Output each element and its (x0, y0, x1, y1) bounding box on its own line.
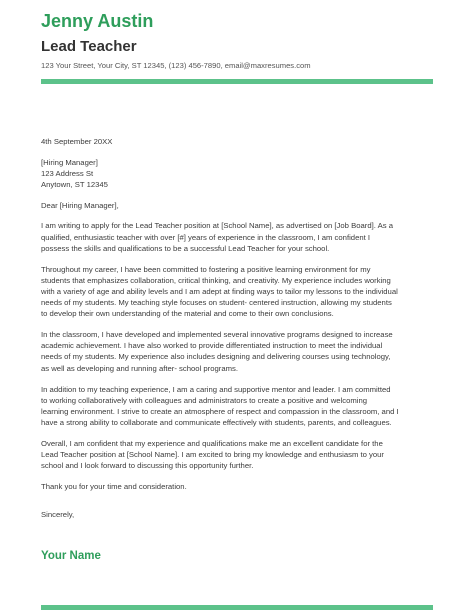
paragraph-line: In the classroom, I have developed and implemented several innovative programs designed to increase (41, 330, 393, 340)
footer-divider (41, 605, 433, 610)
paragraph (41, 329, 435, 373)
paragraph-line: In addition to my teaching experience, I am a caring and supportive mentor and leader. I am committed (41, 384, 391, 394)
applicant-name: Jenny Austin (41, 11, 154, 31)
paragraph-line: learning environment. I strive to create an atmosphere of respect and compassion in the classroom, and I (41, 406, 399, 416)
contact-info: 123 Your Street, Your City, ST 12345, (123) 456-7890, email@maxresumes.com (41, 61, 311, 70)
letter-date (41, 136, 435, 147)
paragraph (41, 264, 435, 319)
paragraph-line: students that emphasizes collaboration, critical thinking, and creativity. My experience includes working (41, 275, 391, 285)
paragraph-line: have a strong ability to collaborate and communicate effectively with students, parents, and colleagues. (41, 417, 392, 427)
recipient-line: 123 Address St (41, 169, 94, 179)
paragraph-line: Overall, I am confident that my experience and qualifications make me an excellent candidate for the (41, 438, 383, 448)
salutation-text: Dear [Hiring Manager], (41, 201, 119, 211)
recipient-line: Anytown, ST 12345 (41, 180, 108, 190)
paragraph-line: qualified, enthusiastic teacher with over [#] years of experience in the classroom, I am confident I (41, 232, 371, 242)
paragraph (41, 384, 435, 428)
date-text: 4th September 20XX (41, 137, 113, 146)
thanks (41, 481, 435, 492)
recipient-address (41, 157, 435, 190)
paragraph-line: to develop their own understanding of the material and come to their own conclusions. (41, 309, 334, 319)
job-title: Lead Teacher (41, 38, 137, 55)
letter-body (41, 136, 435, 520)
paragraph (41, 438, 435, 471)
paragraph-line: I am writing to apply for the Lead Teacher position at [School Name], as advertised on [Job Board]. As a (41, 221, 393, 231)
paragraph (41, 220, 435, 253)
paragraph-line: possess the skills and qualifications to be a successful Lead Teacher for your school. (41, 243, 330, 253)
thanks-text: Thank you for your time and consideration. (41, 482, 187, 492)
paragraph-line: needs of my students. My teaching style focuses on student- centered instruction, allowing my students (41, 298, 392, 308)
recipient-line: [Hiring Manager] (41, 158, 98, 168)
paragraph-line: school and I look forward to discussing this opportunity further. (41, 461, 254, 471)
header-divider (41, 79, 433, 84)
paragraph-line: as well as developing and running after- school programs. (41, 363, 238, 373)
paragraph-line: with a variety of age and ability levels and I am adept at finding ways to tailor my lessons to the individual (41, 286, 398, 296)
salutation (41, 200, 435, 211)
paragraph-line: to working collaboratively with colleagues and administrators to create a positive and welcoming (41, 395, 368, 405)
paragraph-line: Throughout my career, I have been committed to fostering a positive learning environment for my (41, 264, 371, 274)
signature-name: Your Name (41, 550, 101, 562)
paragraph-line: academic achievement. I have also worked to provide differentiated instruction to meet the individual (41, 341, 383, 351)
paragraph-line: Lead Teacher position at [School Name]. I am excited to bring my knowledge and enthusiasm to your (41, 450, 384, 460)
closing (41, 509, 435, 520)
paragraph-line: needs of my students. My experience also includes designing and delivering courses using technology, (41, 352, 391, 362)
closing-text: Sincerely, (41, 510, 75, 520)
